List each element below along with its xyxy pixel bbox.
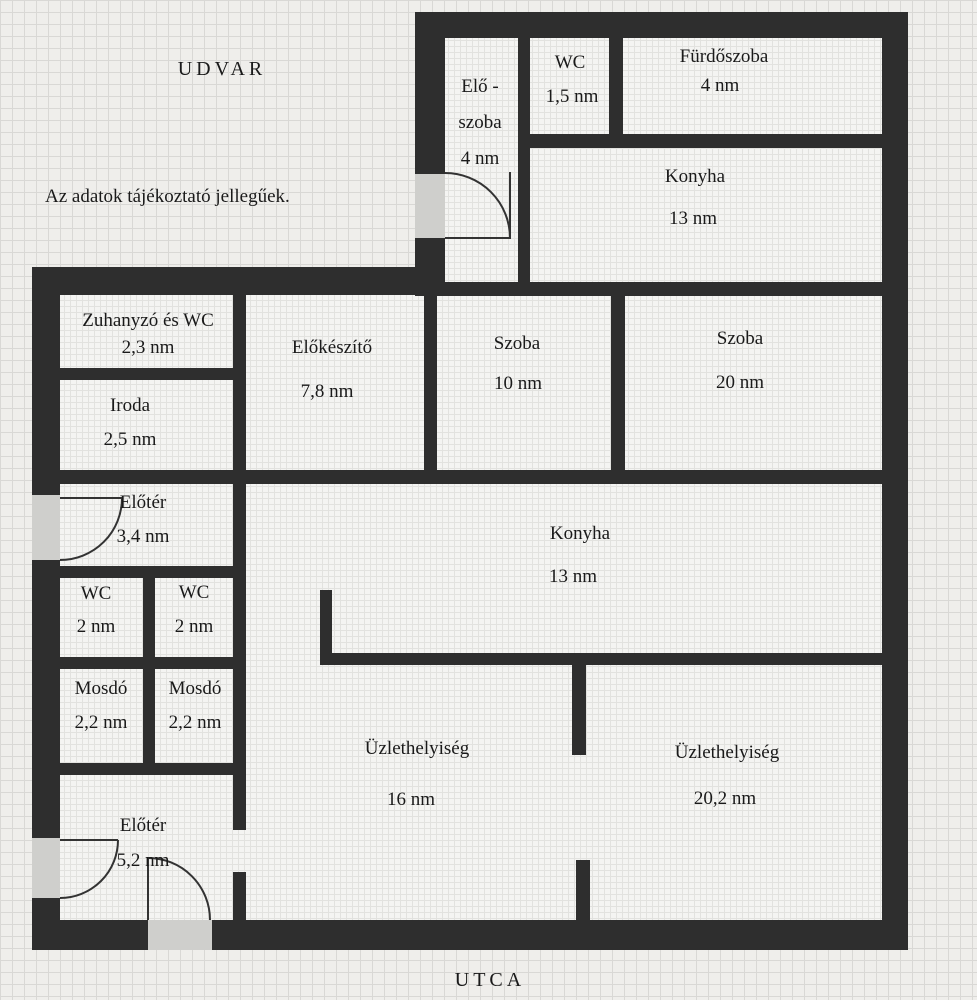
yard-label: UDVAR: [177, 58, 267, 80]
room-eloszoba-name2: szoba: [458, 112, 502, 133]
room-mosdo-left-area: 2,2 nm: [74, 712, 128, 733]
room-uzlet-left-area: 16 nm: [386, 789, 436, 810]
room-eloter-lower-name: Előtér: [119, 815, 167, 836]
room-mosdo-right-area: 2,2 nm: [168, 712, 222, 733]
room-eloter-upper-name: Előtér: [119, 492, 167, 513]
room-szoba-large-name: Szoba: [716, 328, 764, 349]
room-furdoszoba-name: Fürdőszoba: [679, 46, 769, 67]
room-eloszoba-name: Elő -: [461, 76, 499, 97]
room-szoba-small-area: 10 nm: [493, 373, 543, 394]
room-furdoszoba-area: 4 nm: [700, 75, 740, 96]
room-iroda-area: 2,5 nm: [103, 429, 157, 450]
room-uzlet-right-area: 20,2 nm: [693, 788, 757, 809]
room-wc-left-area: 2 nm: [76, 616, 116, 637]
room-eloszoba-area: 4 nm: [460, 148, 500, 169]
room-konyha-upper-name: Konyha: [664, 166, 726, 187]
room-elokeszito-name: Előkészítő: [291, 337, 373, 358]
room-szoba-large-area: 20 nm: [715, 372, 765, 393]
room-uzlet-right-name: Üzlethelyiség: [674, 742, 780, 763]
room-wc-right-name: WC: [178, 582, 210, 603]
room-konyha-lower-name: Konyha: [549, 523, 611, 544]
room-konyha-upper-area: 13 nm: [668, 208, 718, 229]
room-mosdo-left-name: Mosdó: [74, 678, 128, 699]
room-eloter-upper-area: 3,4 nm: [116, 526, 170, 547]
room-wc-upper-name: WC: [554, 52, 586, 73]
room-iroda-name: Iroda: [109, 395, 151, 416]
room-mosdo-right-name: Mosdó: [168, 678, 222, 699]
room-uzlet-left-name: Üzlethelyiség: [364, 738, 470, 759]
room-zuhanyzo-area: 2,3 nm: [121, 337, 175, 358]
room-wc-upper-area: 1,5 nm: [545, 86, 599, 107]
room-szoba-small-name: Szoba: [493, 333, 541, 354]
street-label: UTCA: [454, 969, 526, 991]
room-konyha-lower-area: 13 nm: [548, 566, 598, 587]
room-zuhanyzo-name: Zuhanyzó és WC: [82, 310, 214, 331]
room-wc-right-area: 2 nm: [174, 616, 214, 637]
room-wc-left-name: WC: [80, 583, 112, 604]
room-eloter-lower-area: 5,2 nm: [116, 850, 170, 871]
disclaimer-text: Az adatok tájékoztató jellegűek.: [45, 186, 290, 207]
room-elokeszito-area: 7,8 nm: [300, 381, 354, 402]
